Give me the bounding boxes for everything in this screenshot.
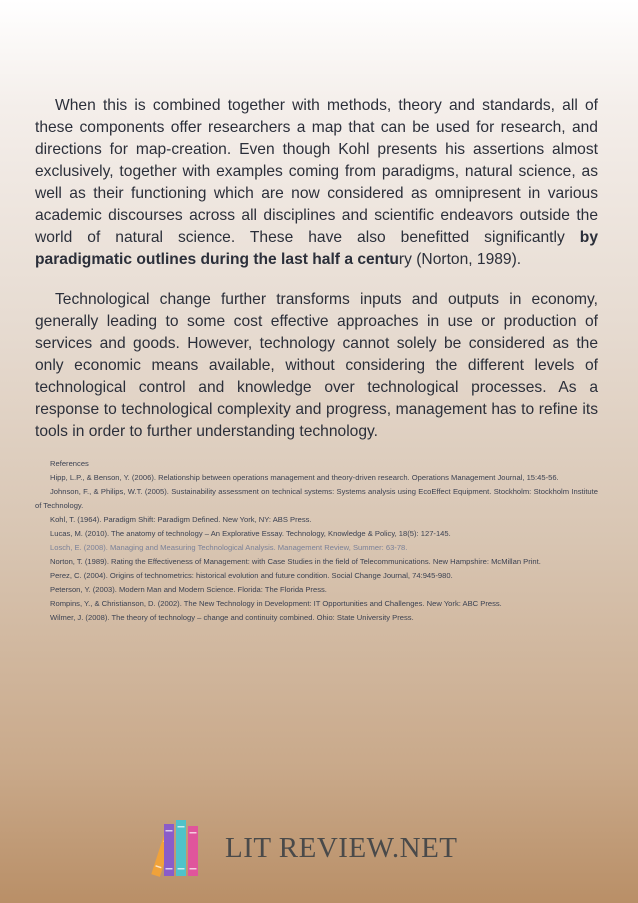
reference-item: Rompins, Y., & Christianson, D. (2002). The New Technology in Development: IT Opportunities and Challenges. New York: ABC Press. xyxy=(50,599,502,608)
brand-name: LIT REVIEW.NET xyxy=(225,831,458,864)
reference-item: Perez, C. (2004). Origins of technometrics: historical evolution and future condition. Social Change Journal, 74:945-980. xyxy=(50,571,453,580)
reference-item: Losch, E. (2008). Managing and Measuring Technological Analysis. Management Review, Summer: 63-78. xyxy=(50,543,408,552)
paragraph-1 xyxy=(35,95,598,271)
footer-logo[interactable] xyxy=(145,818,458,878)
books-icon xyxy=(145,818,209,878)
paragraph-1-text: When this is combined together with methods, theory and standards, all of these components offer researchers a map that can be used for research, and directions for map-creation. Even though Kohl presents his assertions almost exclusively, together with examples coming from paradigms, natural science, as well as their functioning which are now considered as omnipresent in various academic discourses across all disciplines and scientific endeavors outside the world of natural science. These have also benefitted significantly xyxy=(35,97,598,246)
reference-item: Wilmer, J. (2008). The theory of technology – change and continuity combined. Ohio: State University Press. xyxy=(50,613,414,622)
references-title: References xyxy=(50,459,89,468)
reference-item: Norton, T. (1989). Rating the Effectiveness of Management: with Case Studies in the field of Telecommunications. New Hampshire: McMillan Print. xyxy=(50,557,541,566)
reference-item: Lucas, M. (2010). The anatomy of technology – An Explorative Essay. Technology, Knowledge & Policy, 18(5): 127-145. xyxy=(50,529,451,538)
reference-item: Kohl, T. (1964). Paradigm Shift: Paradigm Defined. New York, NY: ABS Press. xyxy=(50,515,312,524)
references-section xyxy=(35,457,598,625)
paragraph-1-end: ry (Norton, 1989). xyxy=(398,251,522,268)
paragraph-2: Technological change further transforms inputs and outputs in economy, generally leading to some cost effective approaches in use or production of services and goods. However, technology cannot solely be considered as the only economic means available, without considering the different levels of technological control and knowledge over technological processes. As a response to technological complexity and progress, management has to refine its tools in order to further understanding technology. xyxy=(35,291,598,440)
reference-item: Peterson, Y. (2003). Modern Man and Modern Science. Florida: The Florida Press. xyxy=(50,585,327,594)
reference-item: Johnson, F., & Philips, W.T. (2005). Sustainability assessment on technical systems: Systems analysis using EcoEffect Equipment. Stockholm: Stockholm Institute of Technology. xyxy=(35,487,598,510)
reference-item: Hipp, L.P., & Benson, Y. (2006). Relationship between operations management and theory-driven research. Operations Management Journal, 15:45-56. xyxy=(50,473,559,482)
paragraph-1-highlight: by paradigmatic outlines during the last half a centu xyxy=(35,229,598,268)
